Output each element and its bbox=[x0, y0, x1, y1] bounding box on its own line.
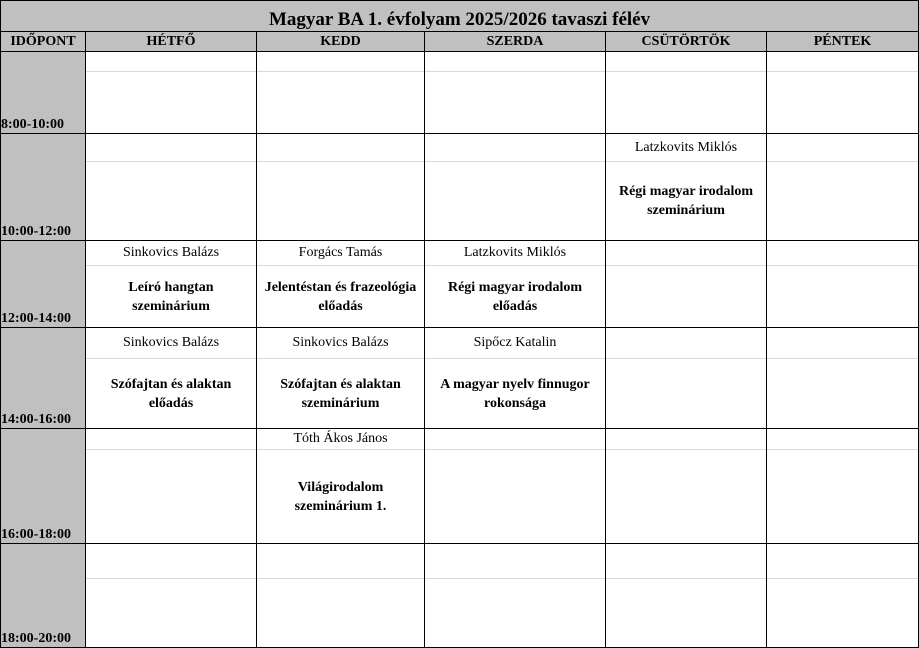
timeslot-row bbox=[1, 52, 919, 134]
course-name bbox=[606, 450, 766, 543]
teacher-name: Sipőcz Katalin bbox=[425, 328, 605, 359]
schedule-cell-friday bbox=[767, 429, 919, 544]
teacher-name: Tóth Ákos János bbox=[257, 429, 424, 450]
teacher-name bbox=[425, 134, 605, 162]
time-label: 8:00-10:00 bbox=[1, 52, 86, 134]
teacher-name bbox=[257, 134, 424, 162]
course-name bbox=[606, 359, 766, 428]
course-name bbox=[86, 72, 256, 133]
teacher-name: Latzkovits Miklós bbox=[425, 241, 605, 266]
course-name bbox=[767, 266, 918, 327]
teacher-name: Sinkovics Balázs bbox=[86, 328, 256, 359]
schedule-cell-tuesday bbox=[257, 134, 425, 241]
course-name bbox=[425, 72, 605, 133]
schedule-cell-friday bbox=[767, 134, 919, 241]
course-name bbox=[86, 162, 256, 240]
teacher-name bbox=[767, 429, 918, 450]
course-name bbox=[767, 450, 918, 543]
teacher-name bbox=[86, 544, 256, 579]
timeslot-row bbox=[1, 328, 919, 429]
course-name bbox=[606, 72, 766, 133]
time-label: 12:00-14:00 bbox=[1, 241, 86, 328]
course-name-text: Régi magyar irodalom szeminárium bbox=[618, 184, 754, 218]
schedule-cell-friday bbox=[767, 328, 919, 429]
timeslot-row bbox=[1, 134, 919, 241]
schedule-cell-monday bbox=[86, 328, 257, 429]
course-name bbox=[86, 359, 256, 428]
schedule-cell-monday bbox=[86, 241, 257, 328]
schedule-cell-tuesday bbox=[257, 52, 425, 134]
course-name bbox=[86, 450, 256, 543]
course-name bbox=[767, 359, 918, 428]
course-name-text: Leíró hangtan szeminárium bbox=[128, 279, 214, 314]
timeslot-row bbox=[1, 544, 919, 648]
schedule-cell-wednesday bbox=[425, 134, 606, 241]
timeslot-row bbox=[1, 241, 919, 328]
course-name-text: Jelentéstan és frazeológia előadás bbox=[264, 279, 417, 314]
teacher-name: Sinkovics Balázs bbox=[257, 328, 424, 359]
teacher-name bbox=[606, 52, 766, 72]
time-label: 14:00-16:00 bbox=[1, 328, 86, 429]
course-name-text: Szófajtan és alaktan szeminárium bbox=[280, 376, 401, 411]
teacher-name: Forgács Tamás bbox=[257, 241, 424, 266]
course-name bbox=[86, 579, 256, 647]
course-name-text: Szófajtan és alaktan előadás bbox=[110, 376, 232, 411]
schedule-cell-thursday bbox=[606, 134, 767, 241]
course-name-text: Régi magyar irodalom előadás bbox=[447, 279, 583, 314]
course-name bbox=[767, 162, 918, 240]
teacher-name bbox=[606, 328, 766, 359]
course-name bbox=[767, 72, 918, 133]
teacher-name bbox=[257, 544, 424, 579]
schedule-cell-monday bbox=[86, 52, 257, 134]
schedule-cell-wednesday bbox=[425, 429, 606, 544]
schedule-cell-friday bbox=[767, 544, 919, 648]
schedule-cell-thursday bbox=[606, 328, 767, 429]
course-name bbox=[606, 579, 766, 647]
schedule-cell-tuesday bbox=[257, 544, 425, 648]
schedule-cell-tuesday bbox=[257, 241, 425, 328]
schedule-cell-thursday bbox=[606, 52, 767, 134]
teacher-name: Latzkovits Miklós bbox=[606, 134, 766, 162]
header-time: IDŐPONT bbox=[1, 32, 86, 52]
teacher-name bbox=[86, 52, 256, 72]
schedule-cell-friday bbox=[767, 52, 919, 134]
teacher-name: Sinkovics Balázs bbox=[86, 241, 256, 266]
course-name bbox=[257, 72, 424, 133]
header-friday: PÉNTEK bbox=[767, 32, 919, 52]
teacher-name bbox=[767, 328, 918, 359]
course-name-text: A magyar nyelv finnugor rokonsága bbox=[440, 376, 590, 411]
schedule-cell-wednesday bbox=[425, 328, 606, 429]
course-name bbox=[425, 162, 605, 240]
teacher-name bbox=[425, 52, 605, 72]
teacher-name bbox=[606, 429, 766, 450]
course-name bbox=[257, 162, 424, 240]
course-name bbox=[257, 266, 424, 327]
schedule-cell-monday bbox=[86, 429, 257, 544]
schedule-cell-tuesday bbox=[257, 328, 425, 429]
teacher-name bbox=[606, 544, 766, 579]
schedule-cell-thursday bbox=[606, 544, 767, 648]
course-name bbox=[425, 579, 605, 647]
course-name bbox=[257, 579, 424, 647]
timetable-title: Magyar BA 1. évfolyam 2025/2026 tavaszi félév bbox=[1, 1, 919, 32]
header-monday: HÉTFŐ bbox=[86, 32, 257, 52]
teacher-name bbox=[425, 429, 605, 450]
teacher-name bbox=[86, 134, 256, 162]
course-name bbox=[606, 266, 766, 327]
course-name bbox=[425, 450, 605, 543]
time-label: 18:00-20:00 bbox=[1, 544, 86, 648]
schedule-cell-monday bbox=[86, 134, 257, 241]
timeslot-row bbox=[1, 429, 919, 544]
schedule-cell-monday bbox=[86, 544, 257, 648]
schedule-cell-thursday bbox=[606, 241, 767, 328]
time-label: 16:00-18:00 bbox=[1, 429, 86, 544]
schedule-cell-tuesday bbox=[257, 429, 425, 544]
schedule-cell-wednesday bbox=[425, 52, 606, 134]
header-wednesday: SZERDA bbox=[425, 32, 606, 52]
course-name bbox=[425, 359, 605, 428]
course-name bbox=[425, 266, 605, 327]
course-name bbox=[767, 579, 918, 647]
teacher-name bbox=[767, 241, 918, 266]
teacher-name bbox=[767, 52, 918, 72]
time-label: 10:00-12:00 bbox=[1, 134, 86, 241]
header-tuesday: KEDD bbox=[257, 32, 425, 52]
schedule-cell-wednesday bbox=[425, 241, 606, 328]
course-name bbox=[257, 450, 424, 543]
schedule-cell-wednesday bbox=[425, 544, 606, 648]
course-name bbox=[606, 162, 766, 240]
schedule-cell-friday bbox=[767, 241, 919, 328]
teacher-name bbox=[606, 241, 766, 266]
teacher-name bbox=[425, 544, 605, 579]
course-name-text: Világirodalom szeminárium 1. bbox=[294, 479, 387, 514]
schedule-cell-thursday bbox=[606, 429, 767, 544]
teacher-name bbox=[86, 429, 256, 450]
course-name bbox=[257, 359, 424, 428]
course-name bbox=[86, 266, 256, 327]
teacher-name bbox=[767, 134, 918, 162]
teacher-name bbox=[257, 52, 424, 72]
header-thursday: CSÜTÖRTÖK bbox=[606, 32, 767, 52]
teacher-name bbox=[767, 544, 918, 579]
